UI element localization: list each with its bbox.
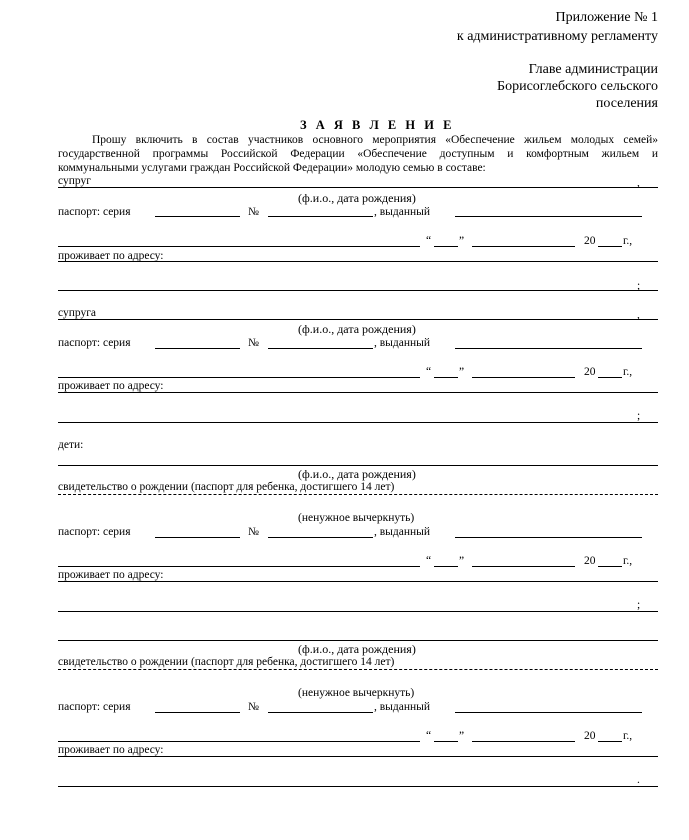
passport-number-label: № <box>248 206 259 218</box>
wife-fio-line[interactable] <box>58 319 658 320</box>
passport-number-field[interactable] <box>268 216 373 217</box>
passport-series-field[interactable] <box>155 216 240 217</box>
intro-line-3: коммунальными услугами граждан Российской Федерации» молодую семью в составе: <box>58 162 486 174</box>
passport-series-field[interactable] <box>155 348 240 349</box>
wife-label: супруга <box>58 307 97 319</box>
quote-close: ” <box>459 730 465 742</box>
address-field-cont[interactable] <box>58 786 658 787</box>
issue-month-field[interactable] <box>472 246 575 247</box>
child-2-fio-line[interactable] <box>58 640 658 641</box>
address-field-cont[interactable] <box>58 422 658 423</box>
address-field[interactable] <box>58 392 658 393</box>
intro-line-1: Прошу включить в состав участников основного мероприятия «Обеспечение жильем молодых семей» <box>92 134 658 146</box>
issue-month-field[interactable] <box>472 566 575 567</box>
passport-series-label: паспорт: серия <box>58 701 131 713</box>
issued-label: , выданный <box>374 206 431 218</box>
address-label: проживает по адресу: <box>58 250 164 262</box>
issued-by-field-cont[interactable] <box>58 377 420 378</box>
issued-label: , выданный <box>374 701 431 713</box>
fio-caption: (ф.и.о., дата рождения) <box>298 191 416 205</box>
addressee-line-2: Борисоглебского сельского <box>497 79 658 94</box>
children-label: дети: <box>58 439 84 451</box>
birth-certificate-label: свидетельство о рождении (паспорт для ребенка, достигшего 14 лет) <box>58 481 395 493</box>
semicolon-mark: ; <box>637 280 641 292</box>
passport-number-label: № <box>248 526 259 538</box>
passport-number-field[interactable] <box>268 537 373 538</box>
comma-mark: , <box>637 309 640 321</box>
year-suffix: г., <box>623 366 633 378</box>
issue-year-field[interactable] <box>598 566 622 567</box>
issue-day-field[interactable] <box>434 377 458 378</box>
address-field[interactable] <box>58 581 658 582</box>
year-prefix: 20 <box>584 366 596 378</box>
semicolon-mark: ; <box>637 410 641 422</box>
quote-open: “ <box>426 555 432 567</box>
fio-caption: (ф.и.о., дата рождения) <box>298 467 416 481</box>
quote-open: “ <box>426 366 432 378</box>
quote-close: ” <box>459 366 465 378</box>
intro-paragraph <box>58 133 658 175</box>
issued-label: , выданный <box>374 337 431 349</box>
quote-close: ” <box>459 555 465 567</box>
issue-day-field[interactable] <box>434 246 458 247</box>
issued-by-field-cont[interactable] <box>58 566 420 567</box>
quote-open: “ <box>426 235 432 247</box>
year-suffix: г., <box>623 235 633 247</box>
addressee-line-1: Главе администрации <box>528 62 658 77</box>
passport-series-label: паспорт: серия <box>58 206 131 218</box>
passport-number-field[interactable] <box>268 348 373 349</box>
intro-line-2: государственной программы Российской Федерации «Обеспечение доступным и комфортным жильем и <box>58 148 658 160</box>
period-mark: . <box>637 774 640 786</box>
appendix-reference: к административному регламенту <box>456 29 658 44</box>
comma-mark: , <box>637 177 640 189</box>
address-label: проживает по адресу: <box>58 744 164 756</box>
strike-note: (ненужное вычеркнуть) <box>298 512 415 524</box>
quote-close: ” <box>459 235 465 247</box>
appendix-number: Приложение № 1 <box>555 10 658 25</box>
husband-label: супруг <box>58 175 91 187</box>
passport-number-field[interactable] <box>268 712 373 713</box>
issue-year-field[interactable] <box>598 377 622 378</box>
issued-label: , выданный <box>374 526 431 538</box>
address-field-cont[interactable] <box>58 290 658 291</box>
birth-certificate-field[interactable] <box>58 494 658 495</box>
passport-series-label: паспорт: серия <box>58 337 131 349</box>
year-suffix: г., <box>623 730 633 742</box>
issue-day-field[interactable] <box>434 566 458 567</box>
issued-by-field[interactable] <box>455 537 642 538</box>
address-field[interactable] <box>58 261 658 262</box>
birth-certificate-field[interactable] <box>58 669 658 670</box>
child-1-fio-line[interactable] <box>58 465 658 466</box>
year-prefix: 20 <box>584 235 596 247</box>
passport-series-field[interactable] <box>155 712 240 713</box>
addressee-line-3: поселения <box>595 96 658 111</box>
fio-caption: (ф.и.о., дата рождения) <box>298 642 416 656</box>
passport-series-label: паспорт: серия <box>58 526 131 538</box>
issue-month-field[interactable] <box>472 377 575 378</box>
issue-year-field[interactable] <box>598 246 622 247</box>
year-prefix: 20 <box>584 555 596 567</box>
quote-open: “ <box>426 730 432 742</box>
issue-day-field[interactable] <box>434 741 458 742</box>
document-title: З А Я В Л Е Н И Е <box>300 118 455 132</box>
address-label: проживает по адресу: <box>58 380 164 392</box>
fio-caption: (ф.и.о., дата рождения) <box>298 322 416 336</box>
issued-by-field[interactable] <box>455 348 642 349</box>
issued-by-field[interactable] <box>455 216 642 217</box>
year-prefix: 20 <box>584 730 596 742</box>
husband-fio-line[interactable] <box>58 187 658 188</box>
year-suffix: г., <box>623 555 633 567</box>
birth-certificate-label: свидетельство о рождении (паспорт для ребенка, достигшего 14 лет) <box>58 656 395 668</box>
issue-month-field[interactable] <box>472 741 575 742</box>
passport-series-field[interactable] <box>155 537 240 538</box>
issued-by-field-cont[interactable] <box>58 246 420 247</box>
issue-year-field[interactable] <box>598 741 622 742</box>
semicolon-mark: ; <box>637 599 641 611</box>
address-label: проживает по адресу: <box>58 569 164 581</box>
passport-number-label: № <box>248 337 259 349</box>
strike-note: (ненужное вычеркнуть) <box>298 687 415 699</box>
address-field[interactable] <box>58 756 658 757</box>
passport-number-label: № <box>248 701 259 713</box>
issued-by-field-cont[interactable] <box>58 741 420 742</box>
address-field-cont[interactable] <box>58 611 658 612</box>
issued-by-field[interactable] <box>455 712 642 713</box>
